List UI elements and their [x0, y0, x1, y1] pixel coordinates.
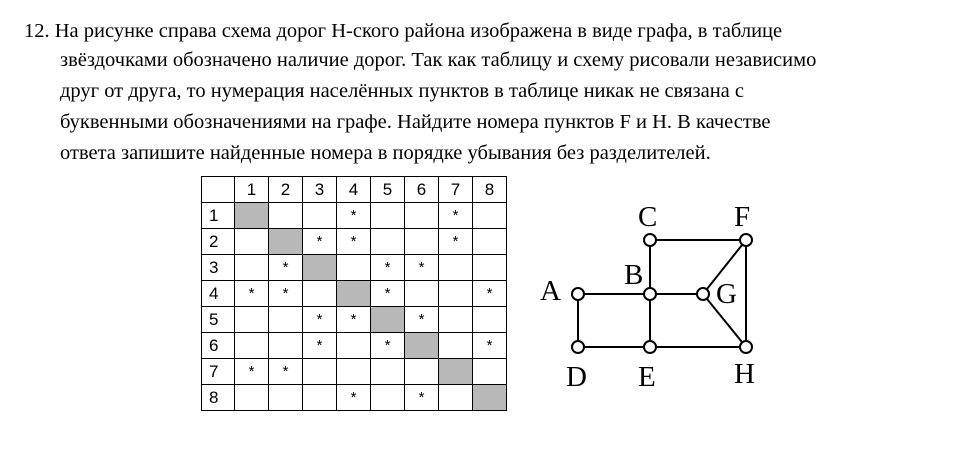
road-star-cell: * — [405, 385, 439, 411]
road-star-cell: * — [439, 229, 473, 255]
road-star-cell: * — [337, 229, 371, 255]
problem-number: 12. — [24, 20, 50, 42]
graph-node-label: E — [638, 361, 656, 393]
column-header: 7 — [439, 177, 473, 203]
row-header: 3 — [202, 255, 235, 281]
table-row — [202, 203, 507, 229]
road-star-cell: * — [473, 333, 507, 359]
diagonal-cell — [235, 203, 269, 229]
empty-cell — [337, 359, 371, 385]
empty-cell — [371, 385, 405, 411]
diagonal-cell — [269, 229, 303, 255]
empty-cell — [303, 281, 337, 307]
empty-cell — [439, 385, 473, 411]
graph-node-label: D — [566, 361, 587, 393]
graph-node-label: F — [734, 201, 751, 233]
empty-cell — [269, 333, 303, 359]
road-star-cell: * — [303, 307, 337, 333]
diagonal-cell — [439, 359, 473, 385]
graph-node-label: B — [624, 259, 644, 291]
column-header: 4 — [337, 177, 371, 203]
empty-cell — [371, 203, 405, 229]
empty-cell — [439, 281, 473, 307]
column-header: 3 — [303, 177, 337, 203]
table-corner-cell — [202, 177, 235, 203]
empty-cell — [235, 385, 269, 411]
empty-cell — [439, 255, 473, 281]
empty-cell — [337, 333, 371, 359]
empty-cell — [439, 333, 473, 359]
graph-node-b — [644, 288, 656, 300]
graph-node-label: G — [716, 278, 737, 310]
empty-cell — [473, 229, 507, 255]
graph-node-label: C — [638, 201, 658, 233]
empty-cell — [371, 359, 405, 385]
graph-node-a — [572, 288, 584, 300]
road-star-cell: * — [439, 203, 473, 229]
road-star-cell: * — [269, 281, 303, 307]
graph-node-d — [572, 341, 584, 353]
problem-line: буквенными обозначениями на графе. Найдите номера пунктов F и H. В качестве — [60, 111, 771, 133]
problem-line: друг от друга, то нумерация населённых пунктов в таблице никак не связана с — [60, 80, 744, 102]
problem-line: звёздочками обозначено наличие дорог. Так как таблицу и схему рисовали независимо — [60, 49, 817, 71]
road-star-cell: * — [337, 203, 371, 229]
row-header: 5 — [202, 307, 235, 333]
road-graph — [520, 190, 780, 400]
road-star-cell: * — [235, 281, 269, 307]
empty-cell — [405, 229, 439, 255]
table-row — [202, 229, 507, 255]
road-star-cell: * — [269, 359, 303, 385]
road-star-cell: * — [473, 281, 507, 307]
row-header: 6 — [202, 333, 235, 359]
empty-cell — [439, 307, 473, 333]
road-star-cell: * — [371, 255, 405, 281]
row-header: 7 — [202, 359, 235, 385]
empty-cell — [473, 255, 507, 281]
table-row — [202, 255, 507, 281]
diagonal-cell — [303, 255, 337, 281]
empty-cell — [405, 203, 439, 229]
diagonal-cell — [473, 385, 507, 411]
problem-line: ответа запишите найденные номера в порядке убывания без разделителей. — [60, 142, 711, 164]
empty-cell — [303, 359, 337, 385]
table-row — [202, 385, 507, 411]
graph-node-label: A — [540, 275, 561, 307]
graph-node-g — [697, 288, 709, 300]
table-header-row — [202, 177, 507, 203]
empty-cell — [473, 203, 507, 229]
problem-line — [24, 19, 782, 43]
row-header: 2 — [202, 229, 235, 255]
table-row — [202, 333, 507, 359]
empty-cell — [269, 385, 303, 411]
empty-cell — [269, 203, 303, 229]
row-header: 4 — [202, 281, 235, 307]
empty-cell — [405, 359, 439, 385]
column-header: 6 — [405, 177, 439, 203]
adjacency-table — [201, 176, 507, 411]
table-row — [202, 359, 507, 385]
row-header: 1 — [202, 203, 235, 229]
empty-cell — [235, 333, 269, 359]
problem-text: На рисунке справа схема дорог Н-ского района изображена в виде графа, в таблице — [54, 20, 783, 42]
graph-node-f — [740, 234, 752, 246]
graph-node-c — [644, 234, 656, 246]
empty-cell — [371, 229, 405, 255]
road-star-cell: * — [303, 229, 337, 255]
empty-cell — [235, 229, 269, 255]
column-header: 8 — [473, 177, 507, 203]
road-star-cell: * — [337, 307, 371, 333]
road-star-cell: * — [371, 333, 405, 359]
empty-cell — [235, 255, 269, 281]
diagonal-cell — [371, 307, 405, 333]
empty-cell — [473, 307, 507, 333]
diagonal-cell — [337, 281, 371, 307]
column-header: 2 — [269, 177, 303, 203]
empty-cell — [235, 307, 269, 333]
road-star-cell: * — [337, 385, 371, 411]
column-header: 1 — [235, 177, 269, 203]
diagonal-cell — [405, 333, 439, 359]
empty-cell — [303, 203, 337, 229]
road-star-cell: * — [405, 255, 439, 281]
road-star-cell: * — [269, 255, 303, 281]
empty-cell — [337, 255, 371, 281]
row-header: 8 — [202, 385, 235, 411]
empty-cell — [269, 307, 303, 333]
table-row — [202, 281, 507, 307]
empty-cell — [405, 281, 439, 307]
column-header: 5 — [371, 177, 405, 203]
graph-node-h — [740, 341, 752, 353]
table-row — [202, 307, 507, 333]
road-star-cell: * — [235, 359, 269, 385]
road-star-cell: * — [405, 307, 439, 333]
empty-cell — [303, 385, 337, 411]
graph-node-label: H — [734, 358, 755, 390]
empty-cell — [473, 359, 507, 385]
graph-node-e — [644, 341, 656, 353]
road-star-cell: * — [371, 281, 405, 307]
road-star-cell: * — [303, 333, 337, 359]
